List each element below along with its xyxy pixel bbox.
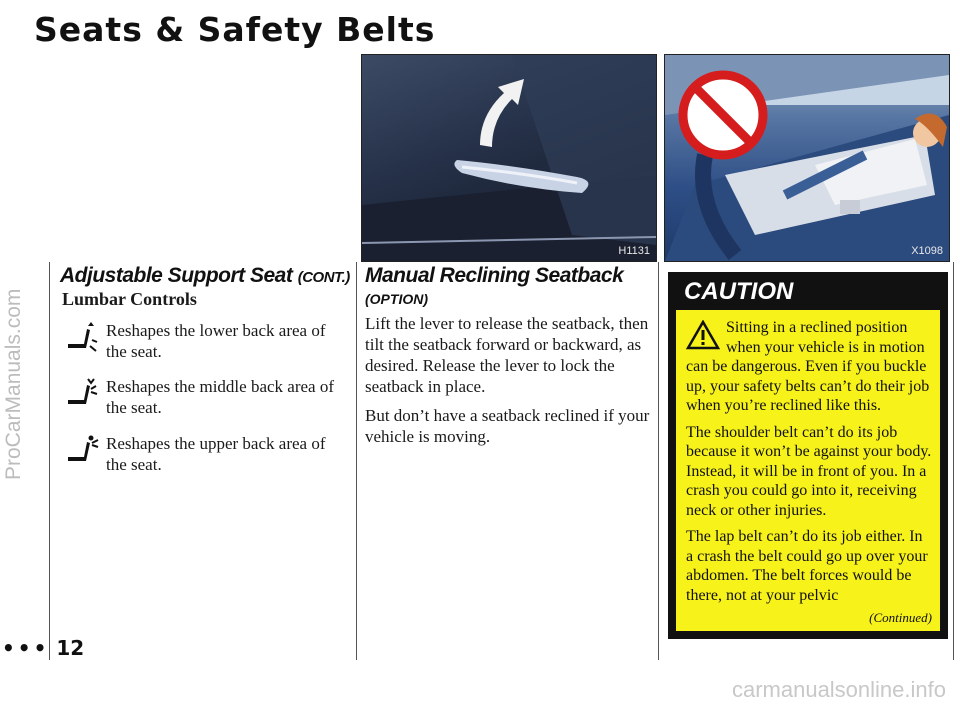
adjustable-support-heading-suffix: (CONT.): [297, 269, 350, 286]
caution-paragraph: The shoulder belt can’t do its job because it won’t be against your body. Instead, it will be in front of you. In a crash you could go into it, receiving neck or other injuries.: [686, 423, 932, 519]
caution-paragraph: The lap belt can’t do its job either. In a crash the belt could go up over your abdomen. The belt forces would be there, not at your pelvic: [686, 528, 928, 604]
lumbar-lower-text: Reshapes the lower back area of the seat.: [106, 321, 326, 361]
caution-body: [676, 310, 940, 631]
lumbar-upper-text: Reshapes the upper back area of the seat.: [106, 434, 326, 474]
page-title: Seats & Safety Belts: [34, 10, 436, 49]
manual-reclining-paragraph: Lift the lever to release the seatback, then tilt the seatback forward or backward, as desired. Release the lever to lock the seatback in place.: [365, 314, 649, 396]
manual-reclining-paragraph: But don’t have a seatback reclined if your vehicle is moving.: [365, 406, 650, 446]
lumbar-controls-subhead: Lumbar Controls: [62, 289, 197, 309]
seatback-lever-photo: [361, 54, 657, 262]
page-number: [2, 636, 84, 660]
lumbar-lower-icon: [64, 322, 100, 354]
option-label: (OPTION): [365, 291, 428, 307]
lumbar-item-upper: [62, 433, 342, 475]
caution-paragraph: [686, 318, 932, 416]
lumbar-item-middle: [62, 376, 342, 418]
adjustable-support-heading-text: Adjustable Support Seat: [60, 264, 293, 287]
caution-label: CAUTION: [684, 278, 794, 305]
reclined-occupant-prohibited-photo: [664, 54, 950, 262]
adjustable-support-heading: [60, 264, 350, 288]
lumbar-upper-icon: [64, 435, 100, 467]
column-rule-caution: [658, 262, 659, 660]
page-number-value: 12: [56, 636, 85, 660]
watermark-left: ProCarManuals.com: [2, 288, 25, 480]
caution-paragraph-text: Sitting in a reclined position when your vehicle is in motion can be dangerous. Even if you buckle up, your safety belts can’t do their job when you’re reclined like this.: [686, 319, 930, 414]
warning-triangle-icon: [686, 320, 720, 350]
column-rule-middle: [356, 262, 357, 660]
watermark-bottom: carmanualsonline.info: [731, 677, 946, 702]
column-rule-left: [49, 262, 50, 660]
lumbar-middle-text: Reshapes the middle back area of the seat.: [106, 377, 334, 417]
reclined-occupant-illustration: [665, 55, 949, 261]
photo-code-left: H1131: [618, 245, 650, 257]
caution-box: [668, 272, 948, 639]
page-number-dots: •••: [2, 636, 50, 660]
manual-reclining-body: [365, 313, 651, 455]
lumbar-middle-icon: [64, 378, 100, 410]
lumbar-item-lower: [62, 320, 342, 362]
seatback-lever-illustration: [362, 55, 656, 261]
column-rule-right: [953, 262, 954, 660]
photo-code-right: X1098: [911, 245, 943, 257]
continued-label: (Continued): [869, 610, 932, 625]
manual-reclining-heading: Manual Reclining Seatback: [365, 264, 624, 287]
